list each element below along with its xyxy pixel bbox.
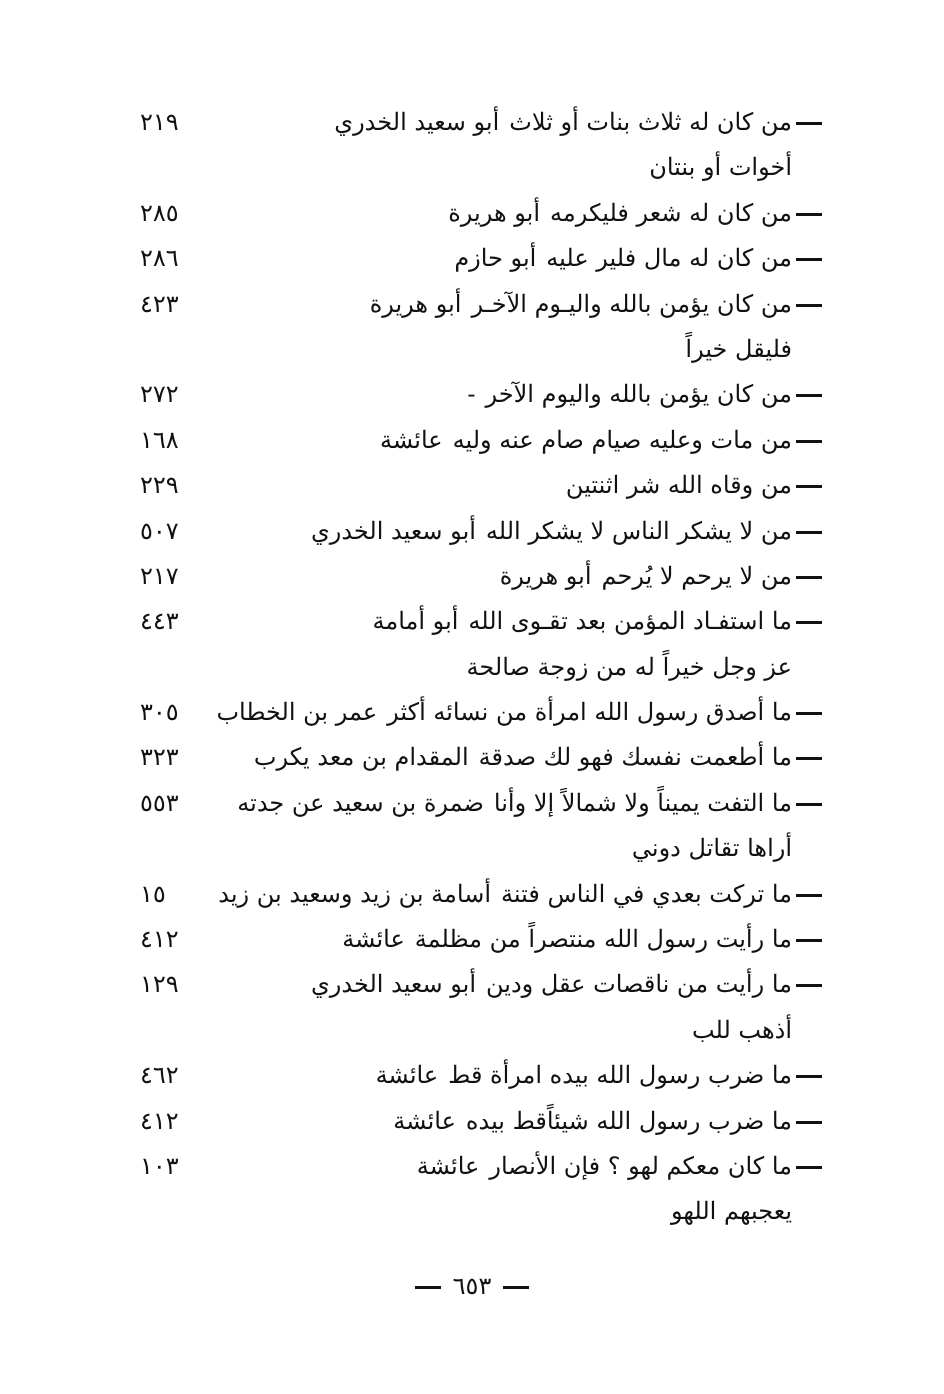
- entry-dash: [796, 440, 822, 443]
- page-reference: ١٥: [140, 879, 166, 908]
- index-entry-continuation: [0, 145, 944, 190]
- narrator-name: أبو أمامة: [372, 607, 459, 636]
- narrator-name: عائشة: [379, 425, 443, 454]
- narrator-name: أبو سعيد الخدري: [310, 516, 476, 545]
- index-entry: [0, 781, 944, 826]
- hadith-text: فليقل خيراً: [685, 334, 792, 363]
- page-reference: ٥٠٧: [140, 516, 179, 545]
- footer-dash-left: [415, 1286, 441, 1289]
- narrator-name: أبو هريرة: [499, 561, 592, 590]
- hadith-text: ما ضرب رسول الله شيئاًقط بيده: [465, 1106, 792, 1135]
- narrator-name: عائشة: [416, 1151, 480, 1180]
- page-reference: ٤٢٣: [140, 289, 179, 318]
- index-entry: [0, 282, 944, 327]
- hadith-text: ما رأيت رسول الله منتصراً من مظلمة: [414, 925, 792, 954]
- page-reference: ٤٤٣: [140, 607, 179, 636]
- page-reference: ١٦٨: [140, 425, 179, 454]
- index-entry: [0, 191, 944, 236]
- entry-dash: [796, 122, 822, 125]
- hadith-text: من لا يشكر الناس لا يشكر الله: [485, 516, 792, 545]
- index-entry: [0, 917, 944, 962]
- narrator-name: -: [467, 380, 476, 409]
- page-footer: [0, 1268, 944, 1308]
- page-reference: ٤١٢: [140, 925, 179, 954]
- index-entry-continuation: [0, 826, 944, 871]
- index-entry: [0, 735, 944, 780]
- hadith-text: أراها تقاتل دوني: [631, 834, 792, 863]
- entry-dash: [796, 939, 822, 942]
- page-reference: ٢١٧: [140, 561, 179, 590]
- index-entry: [0, 1144, 944, 1189]
- hadith-text: أذهب للب: [691, 1015, 792, 1044]
- hadith-text: من كان له ثلاث بنات أو ثلاث: [509, 108, 792, 136]
- index-entry-continuation: [0, 1189, 944, 1234]
- index-entry: [0, 872, 944, 917]
- footer-page-number: ٦٥٣: [452, 1272, 492, 1300]
- entry-dash: [796, 894, 822, 897]
- page-reference: ٣٢٣: [140, 743, 179, 772]
- hadith-text: ما استفـاد المؤمن بعد تقـوى الله: [468, 607, 792, 636]
- entry-dash: [796, 1075, 822, 1078]
- index-entry: [0, 962, 944, 1007]
- index-entry: [0, 599, 944, 644]
- entry-dash: [796, 258, 822, 261]
- hadith-text: من وقاه الله شر اثنتين: [565, 471, 792, 500]
- hadith-text: ما تركت بعدي في الناس فتنة: [501, 879, 792, 908]
- entry-dash: [796, 803, 822, 806]
- hadith-text: ما أصدق رسول الله امرأة من نسائه أكثر: [387, 698, 792, 727]
- page-reference: ٢٨٦: [140, 244, 179, 273]
- narrator-name: أسامة بن زيد وسعيد بن زيد: [218, 879, 491, 908]
- index-entry: [0, 509, 944, 554]
- hadith-text: ما أطعمت نفسك فهو لك صدقة: [478, 743, 792, 772]
- page-reference: ١٢٩: [140, 970, 179, 999]
- narrator-name: عمر بن الخطاب: [216, 698, 378, 727]
- index-entry-continuation: [0, 327, 944, 372]
- narrator-name: أبو سعيد الخدري: [334, 108, 500, 136]
- hadith-text: ما رأيت من ناقصات عقل ودين: [486, 970, 792, 999]
- narrator-name: أبو هريرة: [448, 198, 540, 227]
- index-entry: [0, 372, 944, 417]
- page-reference: ٢١٩: [140, 108, 179, 136]
- page-reference: ٥٥٣: [140, 788, 179, 817]
- entry-dash: [796, 1166, 822, 1169]
- index-entry: [0, 236, 944, 281]
- index-entry: [0, 463, 944, 508]
- entry-dash: [796, 712, 822, 715]
- hadith-text: أخوات أو بنتان: [649, 153, 792, 182]
- page-reference: ١٠٣: [140, 1151, 179, 1180]
- entry-dash: [796, 621, 822, 624]
- hadith-index-list: [0, 100, 944, 1235]
- hadith-text: من لا يرحم لا يُرحم: [601, 561, 792, 590]
- entry-dash: [796, 213, 822, 216]
- page-reference: ٢٢٩: [140, 471, 179, 500]
- hadith-text: من كان يؤمن بالله واليـوم الآخـر: [471, 289, 792, 318]
- entry-dash: [796, 1121, 822, 1124]
- entry-dash: [796, 576, 822, 579]
- narrator-name: المقدام بن معد يكرب: [253, 743, 469, 772]
- narrator-name: عائشة: [393, 1106, 456, 1135]
- narrator-name: عائشة: [342, 925, 405, 954]
- entry-dash: [796, 984, 822, 987]
- index-entry: [0, 418, 944, 463]
- index-entry-continuation: [0, 645, 944, 690]
- index-entry: [0, 100, 944, 145]
- hadith-text: يعجبهم اللهو: [670, 1197, 792, 1226]
- entry-dash: [796, 394, 822, 397]
- index-entry: [0, 1053, 944, 1098]
- narrator-name: أبو حازم: [454, 244, 537, 273]
- index-entry: [0, 1099, 944, 1144]
- page-reference: ٣٠٥: [140, 698, 179, 727]
- narrator-name: أبو سعيد الخدري: [311, 970, 476, 999]
- hadith-text: عز وجل خيراً له من زوجة صالحة: [466, 652, 792, 681]
- index-entry: [0, 554, 944, 599]
- index-entry-continuation: [0, 1008, 944, 1053]
- page-reference: ٢٨٥: [140, 198, 179, 227]
- narrator-name: أبو هريرة: [369, 289, 462, 318]
- hadith-text: ما التفت يميناً ولا شمالاً إلا وأنا: [493, 788, 792, 817]
- entry-dash: [796, 757, 822, 760]
- page-reference: ٤٦٢: [140, 1061, 179, 1090]
- footer-dash-right: [503, 1286, 529, 1289]
- hadith-text: من كان له شعر فليكرمه: [550, 198, 792, 227]
- hadith-text: من مات وعليه صيام صام عنه وليه: [452, 425, 792, 454]
- narrator-name: عائشة: [375, 1061, 439, 1090]
- entry-dash: [796, 485, 822, 488]
- page-reference: ٤١٢: [140, 1106, 179, 1135]
- page-reference: ٢٧٢: [140, 380, 179, 409]
- hadith-text: ما ضرب رسول الله بيده امرأة قط: [448, 1061, 792, 1090]
- hadith-text: من كان له مال فلير عليه: [546, 244, 792, 273]
- entry-dash: [796, 304, 822, 307]
- index-entry: [0, 690, 944, 735]
- hadith-text: ما كان معكم لهو ؟ فإن الأنصار: [489, 1151, 792, 1180]
- entry-dash: [796, 531, 822, 534]
- narrator-name: ضمرة بن سعيد عن جدته: [237, 788, 484, 817]
- hadith-text: من كان يؤمن بالله واليوم الآخر: [485, 380, 792, 409]
